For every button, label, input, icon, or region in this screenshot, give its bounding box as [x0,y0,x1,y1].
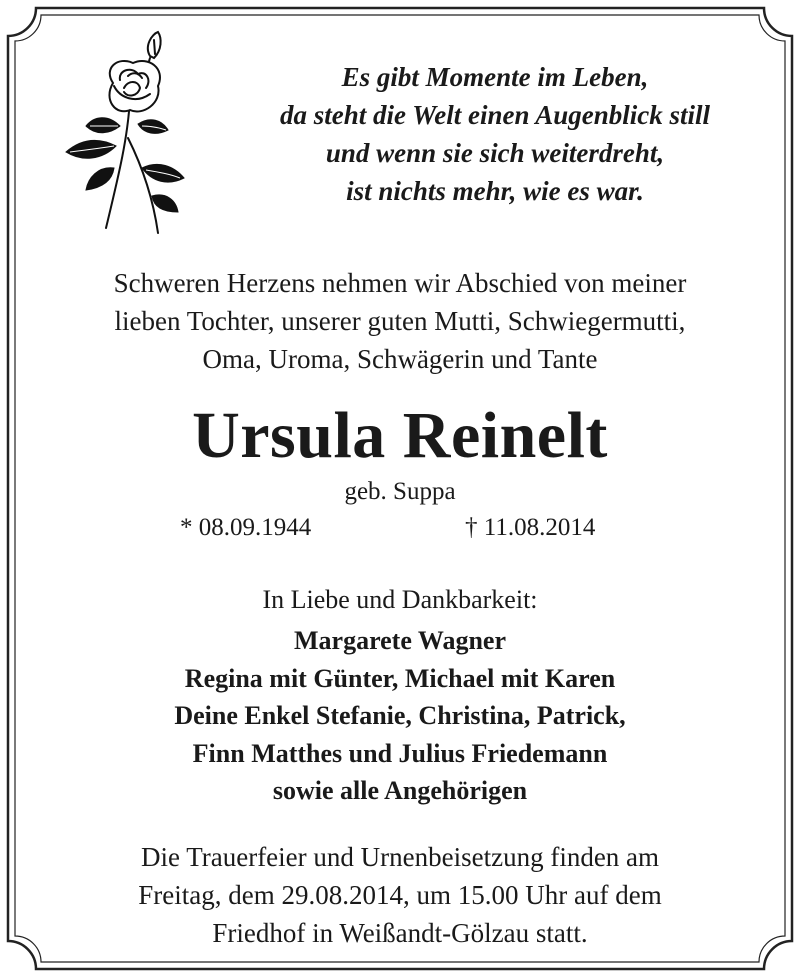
farewell-intro [30,264,770,378]
death-date: † 11.08.2014 [465,514,596,541]
poem-line: und wenn sie sich weiterdreht, [325,138,665,168]
mourner-line: Deine Enkel Stefanie, Christina, Patrick, [174,701,626,730]
deceased-name: Ursula Reinelt [192,399,608,472]
poem-verse [230,58,760,210]
mourner-line: Margarete Wagner [293,626,507,655]
poem-line: Es gibt Momente im Leben, [341,62,649,92]
mourners-list [30,622,770,810]
birth-date: * 08.09.1944 [180,514,312,541]
rose-icon [58,28,193,240]
poem-line: da steht die Welt einen Augenblick still [279,100,711,130]
service-line: Freitag, dem 29.08.2014, um 15.00 Uhr auf dem [138,880,662,910]
mourner-line: sowie alle Angehörigen [272,776,528,805]
intro-line: Schweren Herzens nehmen wir Abschied von meiner [113,268,687,298]
mourners-heading: In Liebe und Dankbarkeit: [262,585,538,614]
service-line: Friedhof in Weißandt-Gölzau statt. [212,918,588,948]
service-info [30,838,770,952]
mourner-line: Finn Matthes und Julius Friedemann [192,738,608,768]
intro-line: lieben Tochter, unserer guten Mutti, Schwiegermutti, [114,306,686,336]
intro-line: Oma, Uroma, Schwägerin und Tante [202,344,598,374]
poem-line: ist nichts mehr, wie es war. [346,176,644,206]
mourner-line: Regina mit Günter, Michael mit Karen [184,663,616,693]
service-line: Die Trauerfeier und Urnenbeisetzung finden am [140,842,660,872]
maiden-name: geb. Suppa [344,478,456,505]
